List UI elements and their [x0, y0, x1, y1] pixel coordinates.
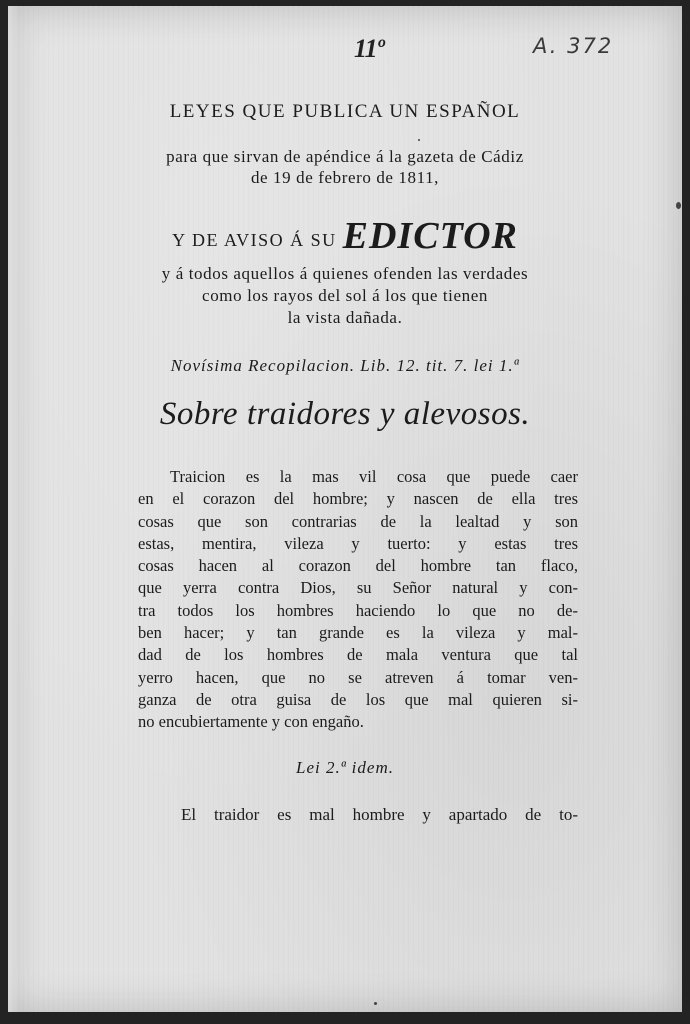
paragraph-line: cosas hacen al corazon del hombre tan flaco,	[138, 556, 578, 576]
aviso-line: como los rayos del sol á los que tienen	[202, 286, 488, 305]
section-heading: Sobre traidores y alevosos.	[159, 396, 531, 432]
paragraph-line: Traicion es la mas vil cosa que puede caer	[170, 467, 578, 486]
aviso-name: EDICTOR	[342, 215, 518, 257]
paragraph-line: yerro hacen, que no se atreven á tomar ven-	[138, 667, 578, 687]
law-paragraph	[138, 466, 578, 734]
aviso-heading	[8, 214, 682, 258]
law-reference-2: Lei 2.ª idem.	[296, 758, 394, 777]
document-title: LEYES QUE PUBLICA UN ESPAÑOL	[169, 101, 521, 122]
law-reference: Novísima Recopilacion. Lib. 12. tit. 7. lei 1.ª	[170, 356, 520, 375]
law-paragraph-2	[138, 804, 578, 826]
paragraph-line: El traidor es mal hombre y apartado de to-	[181, 805, 578, 824]
aviso-line: y á todos aquellos á quienes ofenden las verdades	[161, 264, 529, 283]
paper-speck	[676, 202, 681, 209]
subtitle-line: de 19 de febrero de 1811,	[250, 168, 440, 187]
paper-speck	[418, 139, 420, 141]
archive-reference: A. 372	[533, 34, 614, 58]
paragraph-line: que yerra contra Dios, su Señor natural y con-	[138, 578, 578, 598]
paragraph-line: ganza de otra guisa de los que mal quieren si-	[138, 689, 578, 709]
paragraph-line: en el corazon del hombre; y nascen de ella tres	[138, 489, 578, 509]
paragraph-line: dad de los hombres de mala ventura que tal	[138, 645, 578, 665]
paragraph-line: no encubiertamente y con engaño.	[138, 712, 364, 732]
paragraph-line: estas, mentira, vileza y tuerto: y estas tres	[138, 533, 578, 553]
paragraph-line: cosas que son contrarias de la lealtad y son	[138, 511, 578, 531]
aviso-prefix: Y DE AVISO Á SU	[172, 230, 337, 250]
aviso-line: la vista dañada.	[287, 308, 403, 327]
paragraph-line: tra todos los hombres haciendo lo que no de-	[138, 600, 578, 620]
document-page	[8, 6, 682, 1012]
handwritten-number: 11º	[354, 34, 384, 63]
paragraph-line: ben hacer; y tan grande es la vileza y mal-	[138, 623, 578, 643]
document-subtitle	[8, 146, 682, 188]
aviso-text	[8, 263, 682, 329]
subtitle-line: para que sirvan de apéndice á la gazeta de Cádiz	[166, 147, 524, 166]
paper-speck	[374, 1002, 377, 1005]
